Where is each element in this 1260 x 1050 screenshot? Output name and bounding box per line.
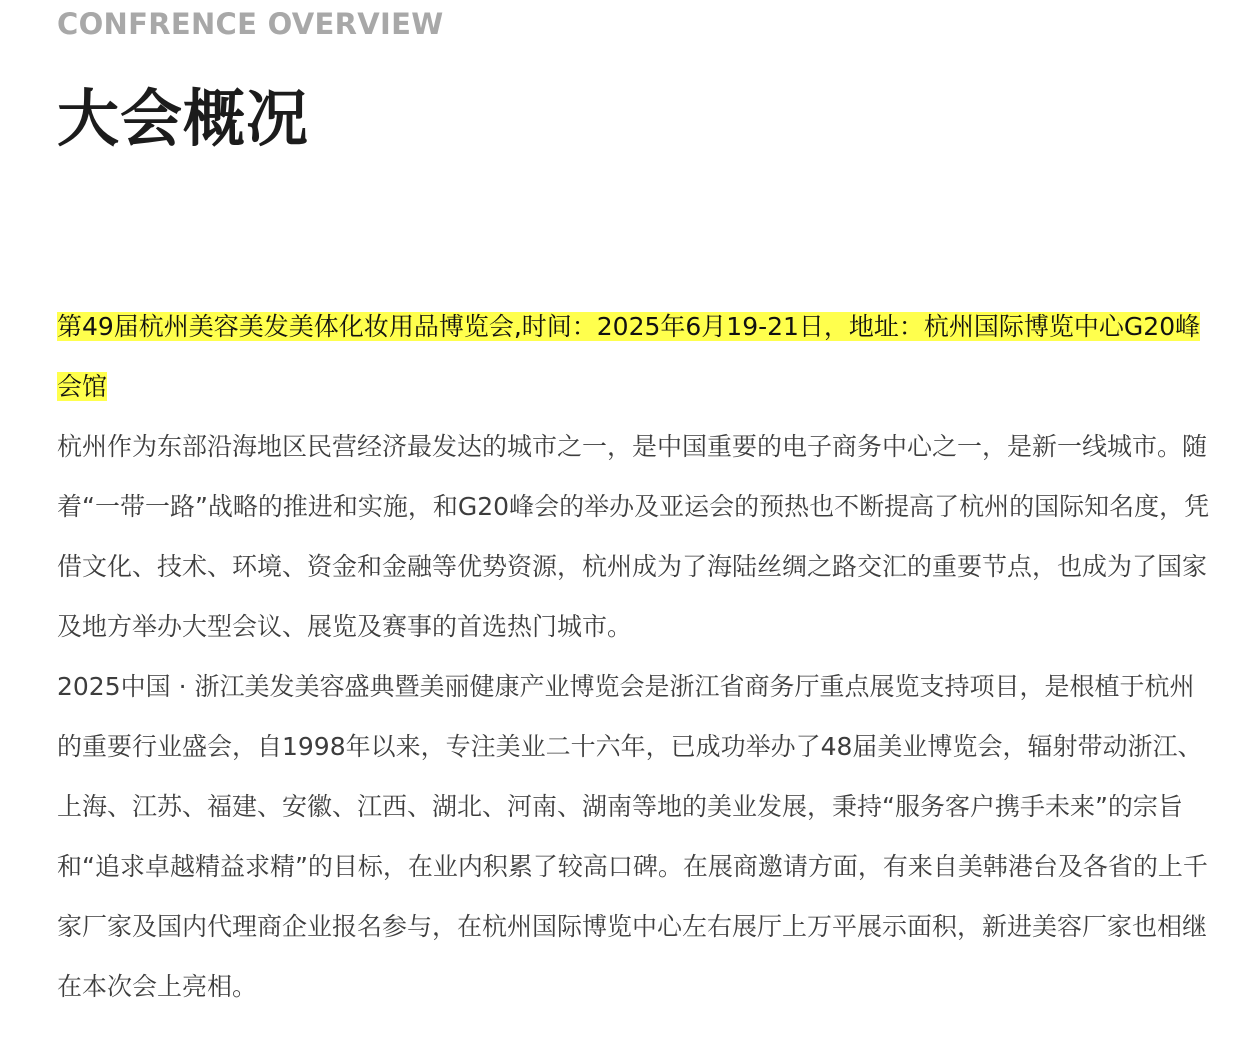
event-info-highlight: 第49届杭州美容美发美体化妆用品博览会,时间：2025年6月19-21日，地址：杭州国际博览中心G20峰会馆 xyxy=(57,312,1201,401)
page-title: 大会概况 xyxy=(57,82,310,155)
section-eyebrow: CONFRENCE OVERVIEW xyxy=(57,7,444,41)
event-info-paragraph xyxy=(57,297,1213,417)
overview-body xyxy=(57,297,1213,1017)
expo-intro-paragraph: 2025中国 · 浙江美发美容盛典暨美丽健康产业博览会是浙江省商务厅重点展览支持项目，是根植于杭州的重要行业盛会，自1998年以来，专注美业二十六年，已成功举办了48届美业博览会，辐射带动浙江、上海、江苏、福建、安徽、江西、湖北、河南、湖南等地的美业发展，秉持“服务客户携手未来”的宗旨和“追求卓越精益求精”的目标，在业内积累了较高口碑。在展商邀请方面，有来自美韩港台及各省的上千家厂家及国内代理商企业报名参与，在杭州国际博览中心左右展厅上万平展示面积，新进美容厂家也相继在本次会上亮相。 xyxy=(57,672,1208,1001)
hangzhou-intro-paragraph: 杭州作为东部沿海地区民营经济最发达的城市之一，是中国重要的电子商务中心之一，是新一线城市。随着“一带一路”战略的推进和实施，和G20峰会的举办及亚运会的预热也不断提高了杭州的国际知名度，凭借文化、技术、环境、资金和金融等优势资源，杭州成为了海陆丝绸之路交汇的重要节点，也成为了国家及地方举办大型会议、展览及赛事的首选热门城市。 xyxy=(57,432,1210,641)
